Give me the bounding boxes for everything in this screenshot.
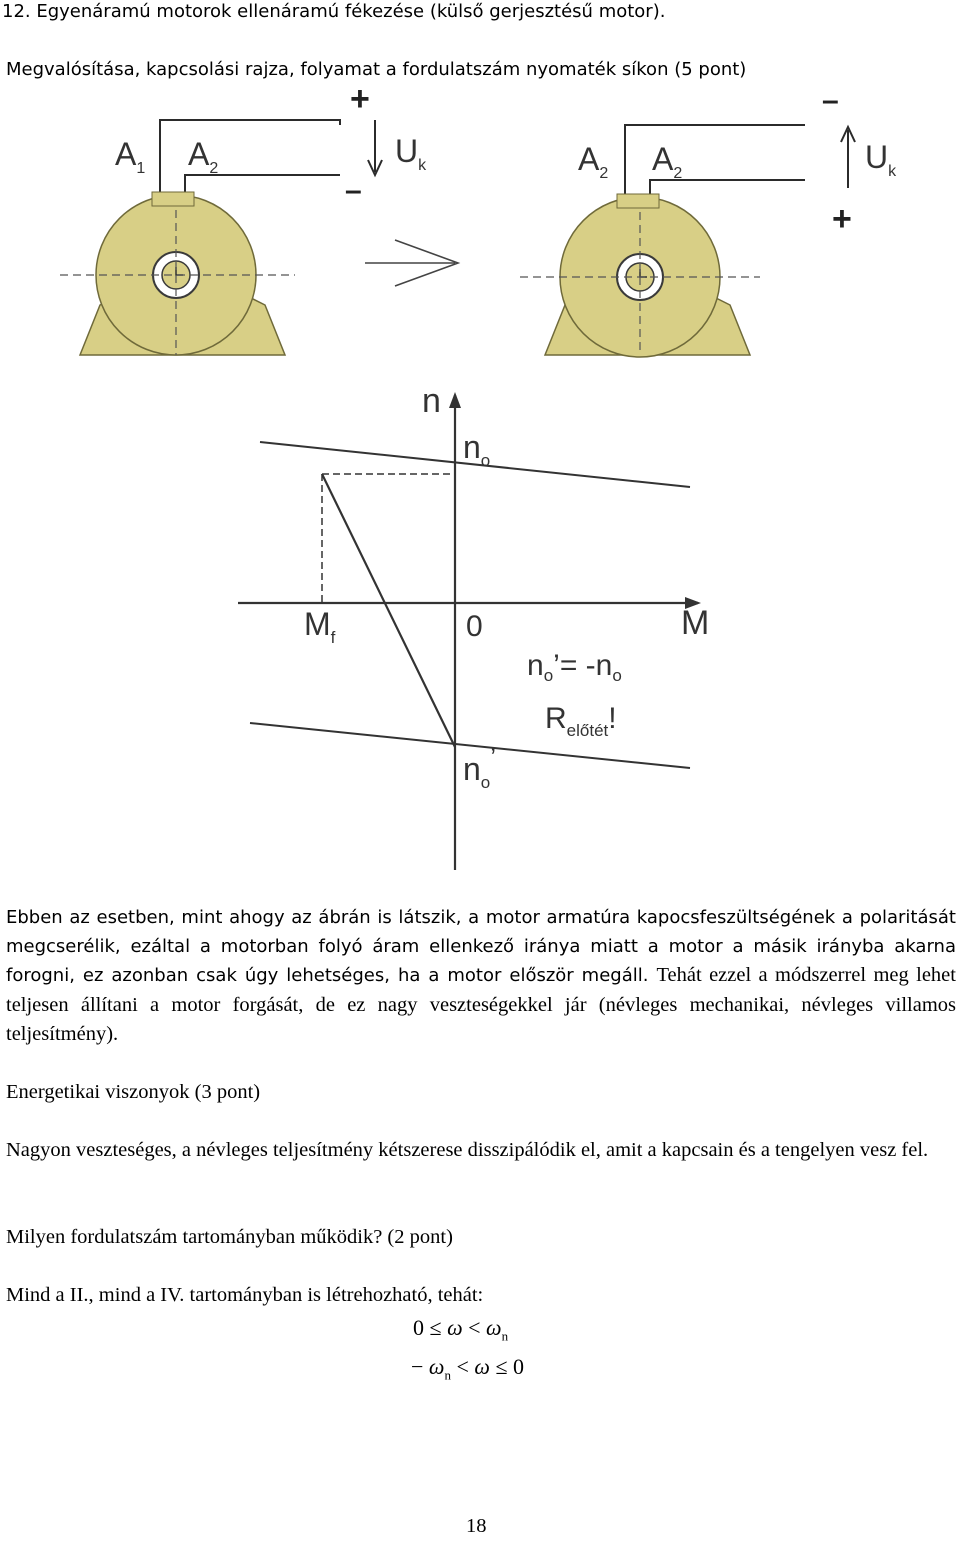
minus-sign: – <box>345 174 362 207</box>
plus-sign: + <box>350 80 370 118</box>
voltage-uk-label: $U_k$ <box>395 133 427 174</box>
energy-question: Energetikai viszonyok (3 pont) <box>6 1081 261 1103</box>
energy-answer: Nagyon veszteséges, a névleges teljesítmény kétszerese disszipálódik el, amit a kapcsain és a tengelyen vesz fel. <box>6 1139 929 1161</box>
section-subheading: Megvalósítása, kapcsolási rajza, folyamat a fordulatszám nyomaték síkon (5 pont) <box>6 59 747 80</box>
motor-left <box>60 80 427 355</box>
minus-sign: – <box>822 84 839 117</box>
terminal-a2-label: $A_2$ <box>188 136 219 177</box>
voltage-uk-label: $U_k$ <box>865 139 897 180</box>
formula-2: − $\omega_n < \omega \le 0$ <box>411 1354 525 1383</box>
transition-arrow-icon <box>365 240 458 286</box>
section-heading: 12. Egyenáramú motorok ellenáramú fékezése (külső gerjesztésű motor). <box>2 1 666 22</box>
terminal-a1-label: $A_1$ <box>115 136 146 177</box>
range-question: Milyen fordulatszám tartományban működik? (2 pont) <box>6 1226 453 1248</box>
motor-schematic-figure <box>40 80 920 380</box>
n-axis-label: n <box>422 382 441 420</box>
plus-sign: + <box>832 200 852 238</box>
terminal-a1-label: $A_2$ <box>578 141 609 182</box>
conclusion-text: Tehát ezzel a módszerrel meg lehet teljesen állítani a motor forgását, de ez nagy veszteségekkel jár (névleges mechanikai, névleges villamos teljesítmény). <box>6 964 956 1045</box>
formula-1: $0 \le \omega < \omega_n$ <box>413 1315 509 1344</box>
terminal-a2-label: $A_2$ <box>652 141 683 182</box>
motor-right <box>520 84 897 357</box>
speed-torque-diagram <box>230 380 730 880</box>
r-preresistor-label: $R_{előtét}$! <box>545 702 617 740</box>
range-answer: Mind a II., mind a IV. tartományban is létrehozható, tehát: <box>6 1284 484 1306</box>
m-axis-label: M <box>681 604 710 642</box>
page-number: 18 <box>466 1515 487 1537</box>
n0-prime-equation: $n_o’= -n_o$ <box>527 649 622 685</box>
n0-label: $n_o$ <box>463 429 491 470</box>
explanation-paragraph: Ebben az esetben, mint ahogy az ábrán is látszik, a motor armatúra kapocsfeszültségének a polaritását megcserélik, ezáltal a motorban folyó áram ellenkező iránya miatt a motor a másik irányba akarna forogni, ez azonban csak úgy lehetséges, ha a motor először megáll. Tehát ezzel a módszerrel meg lehet teljesen állítani a motor forgását, de ez nagy veszteségekkel jár (névleges mechanikai, névleges villamos teljesítmény). <box>6 907 956 1045</box>
braking-path <box>322 474 455 747</box>
mf-label: $M_f$ <box>304 606 336 647</box>
n0-prime-label: $n_o^’$ <box>463 742 497 792</box>
origin-label: 0 <box>466 610 483 643</box>
